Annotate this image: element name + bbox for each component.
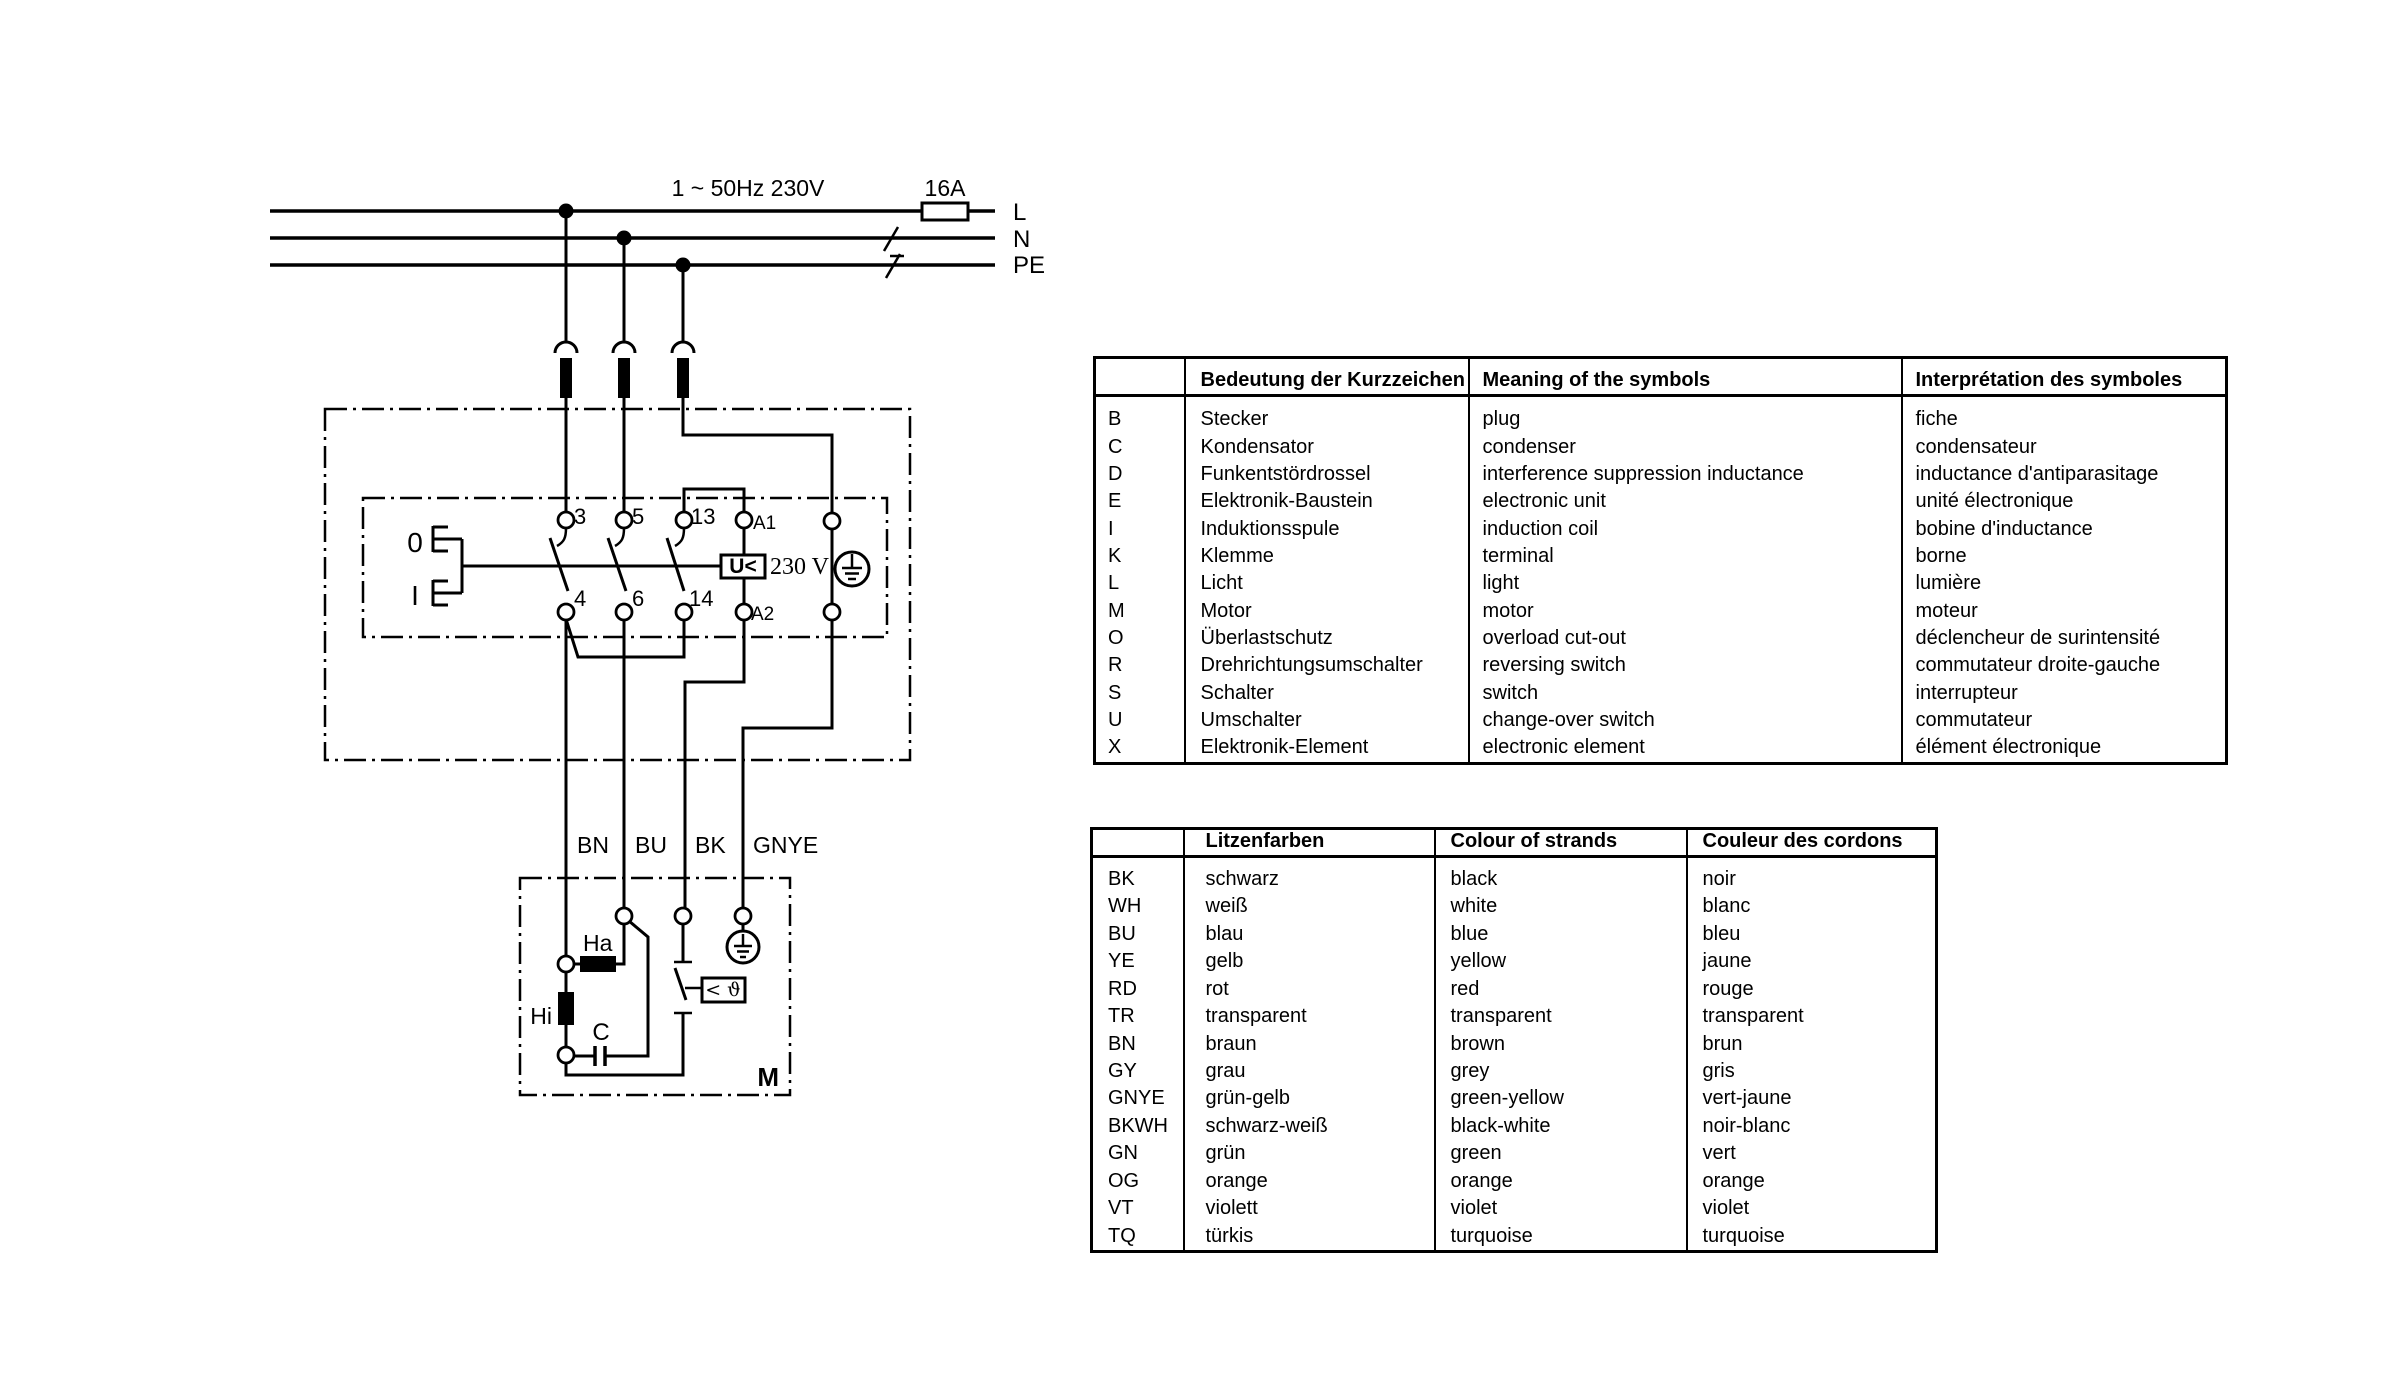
strand-label-bk: BK — [695, 832, 726, 858]
cell-code: GY — [1108, 1060, 1137, 1083]
fuse-symbol — [922, 175, 968, 220]
table-row — [1095, 598, 2227, 625]
cell-german: grau — [1184, 1058, 1435, 1085]
table-row — [1095, 516, 2227, 543]
col-header-german: Litzenfarben — [1184, 829, 1435, 857]
cell-german: schwarz — [1184, 857, 1435, 894]
cell-english: electronic element — [1469, 734, 1902, 763]
table-row — [1092, 921, 1937, 948]
strand-label-gnye: GNYE — [753, 832, 819, 858]
terminal-label-14: 14 — [689, 586, 714, 611]
fuse-rating: 16A — [924, 175, 966, 201]
cell-code: BKWH — [1108, 1114, 1168, 1137]
plug-pin-icon — [677, 358, 689, 398]
cell-english: light — [1469, 570, 1902, 597]
cell-english: terminal — [1469, 543, 1902, 570]
socket-icon — [555, 342, 577, 353]
cell-french: condensateur — [1902, 434, 2227, 461]
table-row — [1092, 1168, 1937, 1195]
motor-label: M — [757, 1062, 779, 1092]
cell-code: C — [1108, 435, 1123, 458]
cell-code: S — [1108, 681, 1122, 704]
cell-german: Kondensator — [1185, 434, 1469, 461]
cell-german: gelb — [1184, 948, 1435, 975]
cell-english: condenser — [1469, 434, 1902, 461]
cell-german: Drehrichtungsumschalter — [1185, 652, 1469, 679]
cell-german: Induktionsspule — [1185, 516, 1469, 543]
cell-german: braun — [1184, 1031, 1435, 1058]
cell-french: turquoise — [1687, 1223, 1937, 1252]
table-row — [1092, 948, 1937, 975]
terminal-label-5: 5 — [632, 504, 645, 529]
rail-label-l: L — [1013, 199, 1027, 226]
selector-on-label: I — [411, 580, 419, 611]
rail-label-n: N — [1013, 226, 1031, 253]
cell-french: borne — [1902, 543, 2227, 570]
col-header-english: Colour of strands — [1435, 829, 1687, 857]
cell-french: interrupteur — [1902, 680, 2227, 707]
cell-german: rot — [1184, 976, 1435, 1003]
cell-english: green-yellow — [1435, 1085, 1687, 1112]
cell-english: violet — [1435, 1195, 1687, 1222]
table-row — [1092, 1223, 1937, 1252]
table-row — [1092, 1003, 1937, 1030]
cell-french: orange — [1687, 1168, 1937, 1195]
cell-english: reversing switch — [1469, 652, 1902, 679]
plug-pin-icon — [618, 358, 630, 398]
cell-english: turquoise — [1435, 1223, 1687, 1252]
cell-french: bobine d'inductance — [1902, 516, 2227, 543]
cell-german: Licht — [1185, 570, 1469, 597]
cell-german: Schalter — [1185, 680, 1469, 707]
cell-french: jaune — [1687, 948, 1937, 975]
terminal-label-6: 6 — [632, 586, 645, 611]
wire-bk — [685, 620, 744, 908]
strand-colour-table — [1090, 827, 1938, 1253]
strand-label-bu: BU — [635, 832, 667, 858]
cell-german: transparent — [1184, 1003, 1435, 1030]
table-row — [1095, 461, 2227, 488]
cell-french: élément électronique — [1902, 734, 2227, 763]
cell-code: X — [1108, 736, 1122, 759]
cell-code: TR — [1108, 1005, 1135, 1028]
cell-code: L — [1108, 572, 1120, 595]
table-row — [1095, 434, 2227, 461]
cell-french: gris — [1687, 1058, 1937, 1085]
terminal-label-a2: A2 — [751, 604, 775, 625]
table-row — [1092, 1058, 1937, 1085]
cell-german: violett — [1184, 1195, 1435, 1222]
cell-english: brown — [1435, 1031, 1687, 1058]
cell-code: RD — [1108, 977, 1137, 1000]
cell-german: Elektronik-Baustein — [1185, 488, 1469, 515]
cell-french: noir — [1687, 857, 1937, 894]
cell-code: VT — [1108, 1197, 1134, 1220]
plug-connectors — [555, 211, 832, 513]
plug-pin-icon — [560, 358, 572, 398]
table-row — [1092, 1031, 1937, 1058]
thermal-label: < ϑ — [705, 979, 741, 1001]
cell-code: E — [1108, 490, 1122, 513]
cell-english: orange — [1435, 1168, 1687, 1195]
col-header-french: Couleur des cordons — [1687, 829, 1937, 857]
cell-french: vert-jaune — [1687, 1085, 1937, 1112]
cell-french: lumière — [1902, 570, 2227, 597]
earth-ground-icon — [727, 924, 759, 963]
col-header-german: Bedeutung der Kurzzeichen — [1185, 358, 1469, 396]
cell-french: rouge — [1687, 976, 1937, 1003]
table-row — [1095, 625, 2227, 652]
cell-german: grün-gelb — [1184, 1085, 1435, 1112]
cell-english: change-over switch — [1469, 707, 1902, 734]
socket-icon — [672, 342, 694, 353]
table-row — [1095, 707, 2227, 734]
cell-german: schwarz-weiß — [1184, 1113, 1435, 1140]
cell-french: vert — [1687, 1140, 1937, 1167]
cell-code: I — [1108, 517, 1114, 540]
table-row — [1095, 543, 2227, 570]
strand-labels — [577, 832, 818, 858]
cell-code: OG — [1108, 1169, 1140, 1192]
cell-english: transparent — [1435, 1003, 1687, 1030]
cell-german: orange — [1184, 1168, 1435, 1195]
cell-german: weiß — [1184, 893, 1435, 920]
terminal-label-3: 3 — [574, 504, 587, 529]
supply-label: 1 ~ 50Hz 230V — [671, 175, 825, 201]
cell-code: U — [1108, 709, 1123, 732]
cell-german: Überlastschutz — [1185, 625, 1469, 652]
contact-hook — [675, 528, 684, 546]
symbol-legend-table — [1093, 356, 2228, 765]
table-row — [1092, 1113, 1937, 1140]
wire-gnye — [743, 620, 832, 908]
undervoltage-symbol: U< — [729, 555, 757, 578]
cell-code: D — [1108, 463, 1123, 485]
cell-code: O — [1108, 627, 1124, 650]
cell-german: Funkentstördrossel — [1185, 461, 1469, 488]
cell-code: YE — [1108, 950, 1135, 973]
cell-french: inductance d'antiparasitage — [1902, 461, 2227, 488]
table-row — [1095, 488, 2227, 515]
cell-english: induction coil — [1469, 516, 1902, 543]
cell-english: black-white — [1435, 1113, 1687, 1140]
cell-english: switch — [1469, 680, 1902, 707]
cell-english: overload cut-out — [1469, 625, 1902, 652]
cell-german: Klemme — [1185, 543, 1469, 570]
header-row — [1095, 358, 2227, 396]
undervoltage-rating: 230 V — [770, 554, 829, 580]
table-row — [1092, 976, 1937, 1003]
cell-code: R — [1108, 654, 1123, 677]
selector-off-label: 0 — [407, 527, 423, 558]
header-row — [1092, 829, 1937, 857]
cell-french: commutateur — [1902, 707, 2227, 734]
cell-french: bleu — [1687, 921, 1937, 948]
table-row — [1092, 1140, 1937, 1167]
undervoltage-release — [721, 554, 830, 580]
cell-french: commutateur droite-gauche — [1902, 652, 2227, 679]
thermal-contact — [674, 924, 745, 1013]
rail-label-pe: PE — [1013, 252, 1046, 279]
table-row — [1092, 1085, 1937, 1112]
cell-code: BK — [1108, 868, 1135, 890]
terminal-label-a1: A1 — [753, 513, 777, 534]
aux-winding-icon — [580, 956, 616, 972]
cell-english: grey — [1435, 1058, 1687, 1085]
col-header-code — [1095, 358, 1185, 396]
table-row — [1092, 893, 1937, 920]
cell-french: déclencheur de surintensité — [1902, 625, 2227, 652]
table-row — [1095, 734, 2227, 763]
on-off-selector — [407, 526, 462, 611]
cell-german: grün — [1184, 1140, 1435, 1167]
contact-hook — [557, 528, 566, 546]
cell-french: fiche — [1902, 396, 2227, 434]
earth-ground-icon — [835, 552, 869, 586]
table-row — [1095, 652, 2227, 679]
col-header-french: Interprétation des symboles — [1902, 358, 2227, 396]
strand-label-bn: BN — [577, 832, 609, 858]
cell-french: brun — [1687, 1031, 1937, 1058]
cell-code: TQ — [1108, 1224, 1136, 1247]
cell-french: unité électronique — [1902, 488, 2227, 515]
table-row — [1095, 680, 2227, 707]
terminal-label-4: 4 — [574, 586, 587, 611]
cell-code: M — [1108, 599, 1125, 622]
col-header-english: Meaning of the symbols — [1469, 358, 1902, 396]
socket-icon — [613, 342, 635, 353]
cell-german: Elektronik-Element — [1185, 734, 1469, 763]
col-header-code — [1092, 829, 1184, 857]
cell-english: white — [1435, 893, 1687, 920]
cell-english: red — [1435, 976, 1687, 1003]
cell-french: noir-blanc — [1687, 1113, 1937, 1140]
cell-german: türkis — [1184, 1223, 1435, 1252]
contact-hook — [615, 528, 624, 546]
cell-french: moteur — [1902, 598, 2227, 625]
cell-code: GN — [1108, 1142, 1138, 1165]
table-row — [1092, 857, 1937, 894]
cell-english: electronic unit — [1469, 488, 1902, 515]
cell-english: yellow — [1435, 948, 1687, 975]
cell-code: GNYE — [1108, 1087, 1165, 1110]
cell-german: Stecker — [1185, 396, 1469, 434]
table-row — [1095, 396, 2227, 434]
cell-german: blau — [1184, 921, 1435, 948]
table-row — [1092, 1195, 1937, 1222]
cell-code: BN — [1108, 1032, 1136, 1055]
cell-english: interference suppression inductance — [1469, 461, 1902, 488]
cell-code: K — [1108, 545, 1122, 568]
capacitor-label: C — [592, 1019, 610, 1046]
cell-french: transparent — [1687, 1003, 1937, 1030]
cell-french: violet — [1687, 1195, 1937, 1222]
cell-english: black — [1435, 857, 1687, 894]
cell-code: WH — [1108, 895, 1142, 918]
cell-german: Motor — [1185, 598, 1469, 625]
cell-english: plug — [1469, 396, 1902, 434]
cell-code: BU — [1108, 922, 1136, 945]
terminal-label-13: 13 — [691, 504, 716, 529]
cell-german: Umschalter — [1185, 707, 1469, 734]
motor-internals — [530, 908, 779, 1092]
cell-english: blue — [1435, 921, 1687, 948]
cell-english: motor — [1469, 598, 1902, 625]
aux-winding-label: Ha — [583, 930, 613, 956]
cell-english: green — [1435, 1140, 1687, 1167]
main-winding-label: Hi — [530, 1003, 552, 1029]
cell-french: blanc — [1687, 893, 1937, 920]
table-row — [1095, 570, 2227, 597]
main-winding-icon — [558, 992, 574, 1025]
cell-code: B — [1108, 408, 1122, 430]
